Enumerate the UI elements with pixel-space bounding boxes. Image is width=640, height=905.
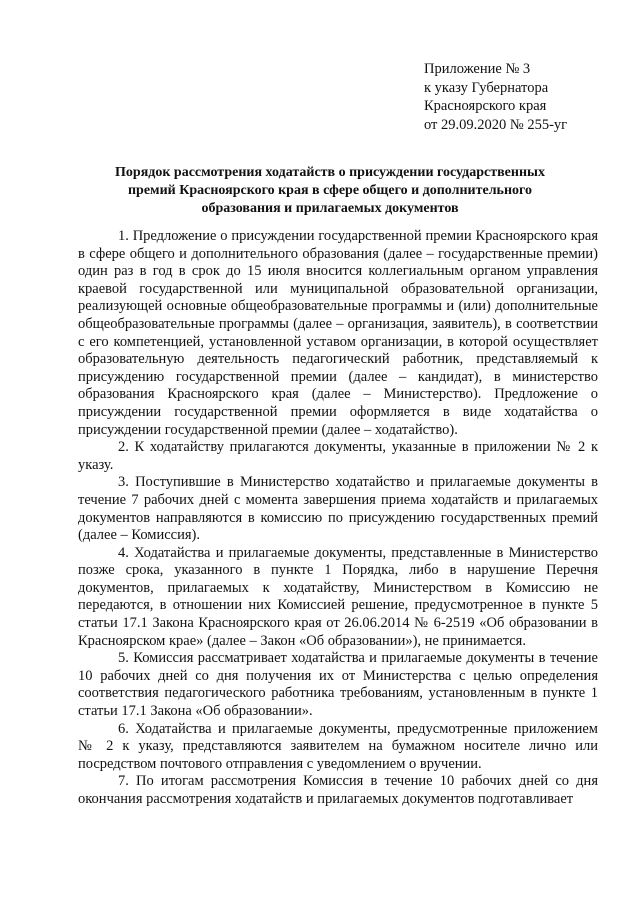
paragraph-1: 1. Предложение о присуждении государственной премии Красноярского края в сфере общего и дополнительного образования (далее – государственные премии) один раз в год в срок до 15 июля вносится коллегиальным органом управления краевой государственной или муниципальной образовательной организации, реализующей основные общеобразовательные программы и (или) дополнительные общеобразовательные программы (далее – организация, заявитель), в соответствии с его компетенцией, установленной уставом организации, в которой осуществляет образовательную деятельность педагогический работник, представляемый к присуждению государственной премии (далее – кандидат), в министерство образования Красноярского края (далее – Министерство). Предложение о присуждении государственной премии оформляется в виде ходатайства о присуждении государственной премии (далее – ходатайство). <box>78 228 598 438</box>
title-line-3: образования и прилагаемых документов <box>201 201 459 216</box>
title-line-1: Порядок рассмотрения ходатайств о присуждении государственных <box>115 165 545 180</box>
appendix-date: от 29.09.2020 № 255-уг <box>424 116 568 133</box>
paragraph-2: 2. К ходатайству прилагаются документы, указанные в приложении № 2 к указу. <box>78 439 598 473</box>
paragraph-3: 3. Поступившие в Министерство ходатайство и прилагаемые документы в течение 7 рабочих дней с момента завершения приема ходатайств и прилагаемых документов направляются в комиссию по присуждению государственных премий (далее – Комиссия). <box>78 474 598 544</box>
document-title <box>70 164 590 218</box>
appendix-region: Красноярского края <box>424 98 547 114</box>
paragraph-5: 5. Комиссия рассматривает ходатайства и прилагаемые документы в течение 10 рабочих дней со дня получения их от Министерства с целью определения соответствия педагогического работника требованиям, установленным в пункте 1 статьи 17.1 Закона «Об образовании». <box>78 650 598 720</box>
appendix-header <box>424 60 624 134</box>
paragraph-7: 7. По итогам рассмотрения Комиссия в течение 10 рабочих дней со дня окончания рассмотрения ходатайств и прилагаемых документов подготавливает <box>78 773 598 807</box>
title-line-2: премий Красноярского края в сфере общего и дополнительного <box>127 183 533 198</box>
paragraph-6: 6. Ходатайства и прилагаемые документы, предусмотренные приложением № 2 к указу, представляются заявителем на бумажном носителе лично или посредством почтового отправления с уведомлением о вручении. <box>78 720 598 772</box>
appendix-decree-ref: к указу Губернатора <box>424 79 549 96</box>
document-body <box>78 228 598 809</box>
paragraph-4: 4. Ходатайства и прилагаемые документы, представленные в Министерство позже срока, указанного в пункте 1 Порядка, либо в нарушение Перечня документов, прилагаемых к ходатайству, Министерством в Комиссию не передаются, в отношении них Комиссией решение, предусмотренное в пункте 5 статьи 17.1 Закона Красноярского края от 26.06.2014 № 6-2519 «Об образовании в Красноярском крае» (далее – Закон «Об образовании»), не принимается. <box>78 544 598 649</box>
appendix-number: Приложение № 3 <box>424 61 531 77</box>
